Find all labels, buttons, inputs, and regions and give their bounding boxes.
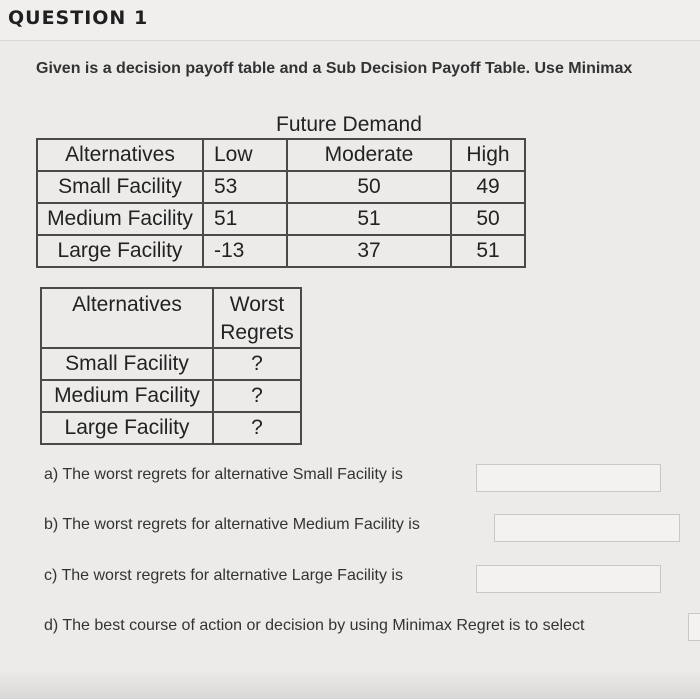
question-b-text: b) The worst regrets for alternative Medium Facility is (44, 516, 420, 533)
payoff-header-row (37, 139, 525, 171)
header-moderate: Moderate (287, 139, 451, 171)
question-intro: Given is a decision payoff table and a Sub Decision Payoff Table. Use Minimax (36, 60, 633, 77)
question-header-bar (0, 0, 700, 41)
answer-c-input[interactable] (476, 565, 661, 593)
regret-cell-value: ? (213, 348, 301, 380)
payoff-row-large (37, 235, 525, 267)
header-alternatives: Alternatives (37, 139, 203, 171)
answer-d-input[interactable] (688, 613, 700, 641)
question-a-text: a) The worst regrets for alternative Small Facility is (44, 466, 403, 483)
answer-b-input[interactable] (494, 514, 680, 542)
regret-header-line1: Worst (229, 293, 285, 316)
question-d-text: d) The best course of action or decision by using Minimax Regret is to select (44, 617, 585, 634)
payoff-cell-alt: Small Facility (37, 171, 203, 203)
regret-cell-value: ? (213, 380, 301, 412)
regret-table (40, 287, 302, 445)
regret-cell-alt: Small Facility (41, 348, 213, 380)
payoff-cell-low: -13 (203, 235, 287, 267)
payoff-cell-alt: Large Facility (37, 235, 203, 267)
regret-header-line2: Regrets (220, 321, 294, 344)
regret-header-alternatives: Alternatives (41, 288, 213, 348)
payoff-cell-moderate: 51 (287, 203, 451, 235)
question-c-text: c) The worst regrets for alternative Large Facility is (44, 567, 403, 584)
payoff-cell-high: 50 (451, 203, 525, 235)
payoff-cell-moderate: 37 (287, 235, 451, 267)
regret-row-large (41, 412, 301, 444)
regret-cell-alt: Medium Facility (41, 380, 213, 412)
future-demand-label: Future Demand (276, 113, 422, 136)
regret-header-worst-regrets (213, 288, 301, 348)
answer-a-input[interactable] (476, 464, 661, 492)
regret-row-small (41, 348, 301, 380)
payoff-cell-high: 51 (451, 235, 525, 267)
payoff-row-medium (37, 203, 525, 235)
payoff-cell-high: 49 (451, 171, 525, 203)
header-low: Low (203, 139, 287, 171)
regret-cell-alt: Large Facility (41, 412, 213, 444)
regret-header-row (41, 288, 301, 348)
bottom-shadow (0, 670, 700, 699)
regret-row-medium (41, 380, 301, 412)
regret-cell-value: ? (213, 412, 301, 444)
header-high: High (451, 139, 525, 171)
payoff-table (36, 138, 526, 268)
payoff-cell-moderate: 50 (287, 171, 451, 203)
question-title: QUESTION 1 (8, 7, 149, 29)
payoff-cell-low: 51 (203, 203, 287, 235)
payoff-cell-alt: Medium Facility (37, 203, 203, 235)
payoff-row-small (37, 171, 525, 203)
payoff-cell-low: 53 (203, 171, 287, 203)
